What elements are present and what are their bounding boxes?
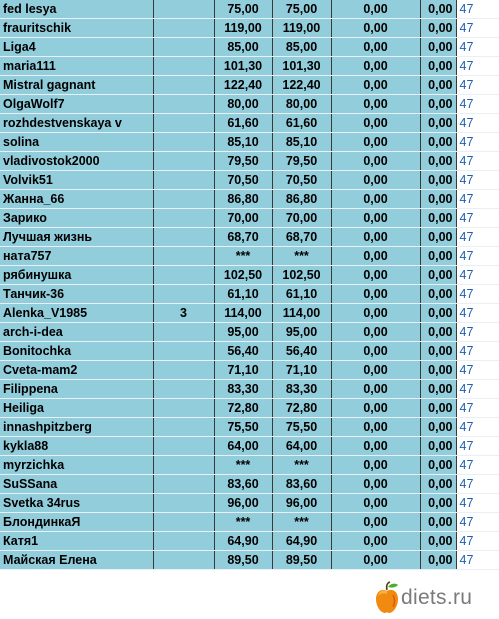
red-value-cell[interactable]: 0,00 [420, 418, 456, 437]
red-value-cell[interactable]: 0,00 [420, 361, 456, 380]
value-cell-1[interactable]: 61,60 [214, 114, 272, 133]
note-cell[interactable] [153, 399, 214, 418]
name-cell[interactable]: OlgaWolf7 [0, 95, 153, 114]
value-cell-3[interactable]: 0,00 [331, 133, 420, 152]
table-row [0, 361, 499, 380]
value-cell-3[interactable]: 0,00 [331, 19, 420, 38]
note-cell[interactable] [153, 19, 214, 38]
name-cell[interactable]: Майская Елена [0, 551, 153, 570]
value-cell-1[interactable]: 114,00 [214, 304, 272, 323]
value-cell-3[interactable]: 0,00 [331, 304, 420, 323]
apple-icon [373, 581, 401, 615]
red-value-cell[interactable]: 0,00 [420, 190, 456, 209]
name-cell[interactable]: Mistral gagnant [0, 76, 153, 95]
note-cell[interactable] [153, 95, 214, 114]
red-value-cell[interactable]: 0,00 [420, 152, 456, 171]
name-cell[interactable]: solina [0, 133, 153, 152]
note-cell[interactable] [153, 323, 214, 342]
name-cell[interactable]: рябинушка [0, 266, 153, 285]
value-cell-3[interactable]: 0,00 [331, 456, 420, 475]
red-value-cell[interactable]: 0,00 [420, 0, 456, 19]
day-cell[interactable]: 47 [456, 152, 499, 171]
table-row [0, 399, 499, 418]
value-cell-2[interactable]: 61,60 [272, 114, 331, 133]
name-cell[interactable]: Alenka_V1985 [0, 304, 153, 323]
name-cell[interactable]: Катя1 [0, 532, 153, 551]
name-cell[interactable]: innashpitzberg [0, 418, 153, 437]
value-cell-2[interactable]: 71,10 [272, 361, 331, 380]
value-cell-2[interactable]: 89,50 [272, 551, 331, 570]
value-cell-3[interactable]: 0,00 [331, 361, 420, 380]
note-cell[interactable] [153, 494, 214, 513]
table-row [0, 57, 499, 76]
value-cell-1[interactable]: *** [214, 513, 272, 532]
note-cell[interactable]: 3 [153, 304, 214, 323]
red-value-cell[interactable]: 0,00 [420, 399, 456, 418]
value-cell-1[interactable]: 83,60 [214, 475, 272, 494]
value-cell-1[interactable]: 72,80 [214, 399, 272, 418]
red-value-cell[interactable]: 0,00 [420, 76, 456, 95]
value-cell-3[interactable]: 0,00 [331, 76, 420, 95]
value-cell-2[interactable]: 80,00 [272, 95, 331, 114]
table-row [0, 532, 499, 551]
value-cell-1[interactable]: 80,00 [214, 95, 272, 114]
name-cell[interactable]: Cveta-mam2 [0, 361, 153, 380]
name-cell[interactable]: Filippena [0, 380, 153, 399]
value-cell-3[interactable]: 0,00 [331, 551, 420, 570]
note-cell[interactable] [153, 475, 214, 494]
value-cell-3[interactable]: 0,00 [331, 437, 420, 456]
table-row [0, 418, 499, 437]
day-cell[interactable]: 47 [456, 133, 499, 152]
note-cell[interactable] [153, 285, 214, 304]
table-row [0, 456, 499, 475]
day-cell[interactable]: 47 [456, 380, 499, 399]
day-cell[interactable]: 47 [456, 532, 499, 551]
note-cell[interactable] [153, 247, 214, 266]
note-cell[interactable] [153, 133, 214, 152]
day-cell[interactable]: 47 [456, 57, 499, 76]
name-cell[interactable]: frauritschik [0, 19, 153, 38]
table-row [0, 494, 499, 513]
value-cell-1[interactable]: 61,10 [214, 285, 272, 304]
note-cell[interactable] [153, 0, 214, 19]
red-value-cell[interactable]: 0,00 [420, 494, 456, 513]
red-value-cell[interactable]: 0,00 [420, 266, 456, 285]
name-cell[interactable]: fed lesya [0, 0, 153, 19]
red-value-cell[interactable]: 0,00 [420, 133, 456, 152]
day-cell[interactable]: 47 [456, 551, 499, 570]
value-cell-1[interactable]: 95,00 [214, 323, 272, 342]
value-cell-1[interactable]: 119,00 [214, 19, 272, 38]
table-row [0, 323, 499, 342]
name-cell[interactable]: Liga4 [0, 38, 153, 57]
name-cell[interactable]: vladivostok2000 [0, 152, 153, 171]
watermark-text: diets.ru [401, 586, 473, 609]
day-cell[interactable]: 47 [456, 475, 499, 494]
value-cell-3[interactable]: 0,00 [331, 209, 420, 228]
note-cell[interactable] [153, 190, 214, 209]
red-value-cell[interactable]: 0,00 [420, 95, 456, 114]
value-cell-2[interactable]: 75,00 [272, 0, 331, 19]
value-cell-3[interactable]: 0,00 [331, 190, 420, 209]
day-cell[interactable]: 47 [456, 418, 499, 437]
value-cell-2[interactable]: 79,50 [272, 152, 331, 171]
name-cell[interactable]: arch-i-dea [0, 323, 153, 342]
value-cell-3[interactable]: 0,00 [331, 532, 420, 551]
red-value-cell[interactable]: 0,00 [420, 513, 456, 532]
value-cell-2[interactable]: *** [272, 456, 331, 475]
value-cell-2[interactable]: *** [272, 513, 331, 532]
value-cell-3[interactable]: 0,00 [331, 247, 420, 266]
table-row [0, 19, 499, 38]
value-cell-1[interactable]: 122,40 [214, 76, 272, 95]
red-value-cell[interactable]: 0,00 [420, 532, 456, 551]
value-cell-3[interactable]: 0,00 [331, 57, 420, 76]
day-cell[interactable]: 47 [456, 228, 499, 247]
day-cell[interactable]: 47 [456, 304, 499, 323]
name-cell[interactable]: kykla88 [0, 437, 153, 456]
value-cell-2[interactable]: 86,80 [272, 190, 331, 209]
note-cell[interactable] [153, 551, 214, 570]
table-row [0, 190, 499, 209]
value-cell-3[interactable]: 0,00 [331, 95, 420, 114]
table-row [0, 475, 499, 494]
day-cell[interactable]: 47 [456, 285, 499, 304]
day-cell[interactable]: 47 [456, 513, 499, 532]
day-cell[interactable]: 47 [456, 342, 499, 361]
red-value-cell[interactable]: 0,00 [420, 19, 456, 38]
value-cell-1[interactable]: 85,00 [214, 38, 272, 57]
value-cell-2[interactable]: 122,40 [272, 76, 331, 95]
value-cell-2[interactable]: 83,30 [272, 380, 331, 399]
note-cell[interactable] [153, 513, 214, 532]
value-cell-2[interactable]: 95,00 [272, 323, 331, 342]
name-cell[interactable]: rozhdestvenskaya v [0, 114, 153, 133]
day-cell[interactable]: 47 [456, 38, 499, 57]
value-cell-1[interactable]: 68,70 [214, 228, 272, 247]
red-value-cell[interactable]: 0,00 [420, 57, 456, 76]
value-cell-3[interactable]: 0,00 [331, 418, 420, 437]
table-row [0, 76, 499, 95]
name-cell[interactable]: Volvik51 [0, 171, 153, 190]
value-cell-1[interactable]: *** [214, 247, 272, 266]
value-cell-1[interactable]: 64,00 [214, 437, 272, 456]
value-cell-1[interactable]: 89,50 [214, 551, 272, 570]
name-cell[interactable]: Svetka 34rus [0, 494, 153, 513]
name-cell[interactable]: maria111 [0, 57, 153, 76]
red-value-cell[interactable]: 0,00 [420, 114, 456, 133]
name-cell[interactable]: myrzichka [0, 456, 153, 475]
day-cell[interactable]: 47 [456, 114, 499, 133]
value-cell-2[interactable]: 96,00 [272, 494, 331, 513]
table-row [0, 209, 499, 228]
note-cell[interactable] [153, 342, 214, 361]
table-row [0, 228, 499, 247]
value-cell-2[interactable]: 83,60 [272, 475, 331, 494]
value-cell-2[interactable]: 85,00 [272, 38, 331, 57]
day-cell[interactable]: 47 [456, 76, 499, 95]
day-cell[interactable]: 47 [456, 399, 499, 418]
red-value-cell[interactable]: 0,00 [420, 209, 456, 228]
value-cell-2[interactable]: 64,00 [272, 437, 331, 456]
value-cell-1[interactable]: 75,50 [214, 418, 272, 437]
red-value-cell[interactable]: 0,00 [420, 323, 456, 342]
value-cell-3[interactable]: 0,00 [331, 152, 420, 171]
day-cell[interactable]: 47 [456, 190, 499, 209]
red-value-cell[interactable]: 0,00 [420, 475, 456, 494]
value-cell-2[interactable]: 56,40 [272, 342, 331, 361]
value-cell-3[interactable]: 0,00 [331, 475, 420, 494]
red-value-cell[interactable]: 0,00 [420, 456, 456, 475]
table-row [0, 38, 499, 57]
value-cell-1[interactable]: 96,00 [214, 494, 272, 513]
note-cell[interactable] [153, 38, 214, 57]
watermark-logo [373, 578, 499, 618]
value-cell-1[interactable]: 85,10 [214, 133, 272, 152]
value-cell-2[interactable]: 68,70 [272, 228, 331, 247]
note-cell[interactable] [153, 532, 214, 551]
value-cell-2[interactable]: 119,00 [272, 19, 331, 38]
value-cell-1[interactable]: 83,30 [214, 380, 272, 399]
day-cell[interactable]: 47 [456, 247, 499, 266]
table-row [0, 266, 499, 285]
red-value-cell[interactable]: 0,00 [420, 342, 456, 361]
name-cell[interactable]: Heiliga [0, 399, 153, 418]
name-cell[interactable]: Лучшая жизнь [0, 228, 153, 247]
value-cell-2[interactable]: *** [272, 247, 331, 266]
value-cell-2[interactable]: 64,90 [272, 532, 331, 551]
day-cell[interactable]: 47 [456, 361, 499, 380]
value-cell-2[interactable]: 114,00 [272, 304, 331, 323]
day-cell[interactable]: 47 [456, 437, 499, 456]
red-value-cell[interactable]: 0,00 [420, 304, 456, 323]
red-value-cell[interactable]: 0,00 [420, 38, 456, 57]
table-row [0, 285, 499, 304]
value-cell-1[interactable]: 70,50 [214, 171, 272, 190]
table-row [0, 247, 499, 266]
value-cell-1[interactable]: 75,00 [214, 0, 272, 19]
table-row [0, 304, 499, 323]
value-cell-3[interactable]: 0,00 [331, 342, 420, 361]
value-cell-1[interactable]: 102,50 [214, 266, 272, 285]
red-value-cell[interactable]: 0,00 [420, 437, 456, 456]
table-row [0, 380, 499, 399]
red-value-cell[interactable]: 0,00 [420, 247, 456, 266]
value-cell-2[interactable]: 70,00 [272, 209, 331, 228]
name-cell[interactable]: Зарико [0, 209, 153, 228]
note-cell[interactable] [153, 57, 214, 76]
value-cell-3[interactable]: 0,00 [331, 285, 420, 304]
value-cell-3[interactable]: 0,00 [331, 513, 420, 532]
value-cell-3[interactable]: 0,00 [331, 380, 420, 399]
value-cell-3[interactable]: 0,00 [331, 171, 420, 190]
red-value-cell[interactable]: 0,00 [420, 380, 456, 399]
value-cell-1[interactable]: *** [214, 456, 272, 475]
table-row [0, 133, 499, 152]
value-cell-2[interactable]: 102,50 [272, 266, 331, 285]
red-value-cell[interactable]: 0,00 [420, 228, 456, 247]
value-cell-3[interactable]: 0,00 [331, 0, 420, 19]
note-cell[interactable] [153, 418, 214, 437]
value-cell-1[interactable]: 64,90 [214, 532, 272, 551]
day-cell[interactable]: 47 [456, 19, 499, 38]
value-cell-3[interactable]: 0,00 [331, 114, 420, 133]
name-cell[interactable]: БлондинкаЯ [0, 513, 153, 532]
table-row [0, 513, 499, 532]
value-cell-2[interactable]: 70,50 [272, 171, 331, 190]
value-cell-2[interactable]: 85,10 [272, 133, 331, 152]
table-row [0, 95, 499, 114]
name-cell[interactable]: ната757 [0, 247, 153, 266]
note-cell[interactable] [153, 361, 214, 380]
day-cell[interactable]: 47 [456, 323, 499, 342]
table-row [0, 114, 499, 133]
value-cell-3[interactable]: 0,00 [331, 38, 420, 57]
note-cell[interactable] [153, 456, 214, 475]
value-cell-3[interactable]: 0,00 [331, 323, 420, 342]
value-cell-1[interactable]: 71,10 [214, 361, 272, 380]
value-cell-2[interactable]: 101,30 [272, 57, 331, 76]
value-cell-3[interactable]: 0,00 [331, 266, 420, 285]
day-cell[interactable]: 47 [456, 494, 499, 513]
red-value-cell[interactable]: 0,00 [420, 551, 456, 570]
value-cell-2[interactable]: 75,50 [272, 418, 331, 437]
value-cell-2[interactable]: 72,80 [272, 399, 331, 418]
table-row [0, 437, 499, 456]
name-cell[interactable]: Танчик-36 [0, 285, 153, 304]
table-row [0, 152, 499, 171]
value-cell-1[interactable]: 101,30 [214, 57, 272, 76]
note-cell[interactable] [153, 209, 214, 228]
value-cell-1[interactable]: 70,00 [214, 209, 272, 228]
note-cell[interactable] [153, 76, 214, 95]
day-cell[interactable]: 47 [456, 209, 499, 228]
day-cell[interactable]: 47 [456, 266, 499, 285]
name-cell[interactable]: SuSSana [0, 475, 153, 494]
note-cell[interactable] [153, 266, 214, 285]
note-cell[interactable] [153, 171, 214, 190]
value-cell-3[interactable]: 0,00 [331, 494, 420, 513]
value-cell-1[interactable]: 79,50 [214, 152, 272, 171]
table-row [0, 342, 499, 361]
value-cell-1[interactable]: 86,80 [214, 190, 272, 209]
note-cell[interactable] [153, 437, 214, 456]
red-value-cell[interactable]: 0,00 [420, 285, 456, 304]
table-row [0, 551, 499, 570]
name-cell[interactable]: Bonitochka [0, 342, 153, 361]
note-cell[interactable] [153, 380, 214, 399]
day-cell[interactable]: 47 [456, 456, 499, 475]
value-cell-1[interactable]: 56,40 [214, 342, 272, 361]
value-cell-2[interactable]: 61,10 [272, 285, 331, 304]
value-cell-3[interactable]: 0,00 [331, 228, 420, 247]
value-cell-3[interactable]: 0,00 [331, 399, 420, 418]
note-cell[interactable] [153, 152, 214, 171]
day-cell[interactable]: 47 [456, 0, 499, 19]
day-cell[interactable]: 47 [456, 171, 499, 190]
table-row [0, 0, 499, 19]
day-cell[interactable]: 47 [456, 95, 499, 114]
table-row [0, 171, 499, 190]
name-cell[interactable]: Жанна_66 [0, 190, 153, 209]
note-cell[interactable] [153, 228, 214, 247]
red-value-cell[interactable]: 0,00 [420, 171, 456, 190]
note-cell[interactable] [153, 114, 214, 133]
